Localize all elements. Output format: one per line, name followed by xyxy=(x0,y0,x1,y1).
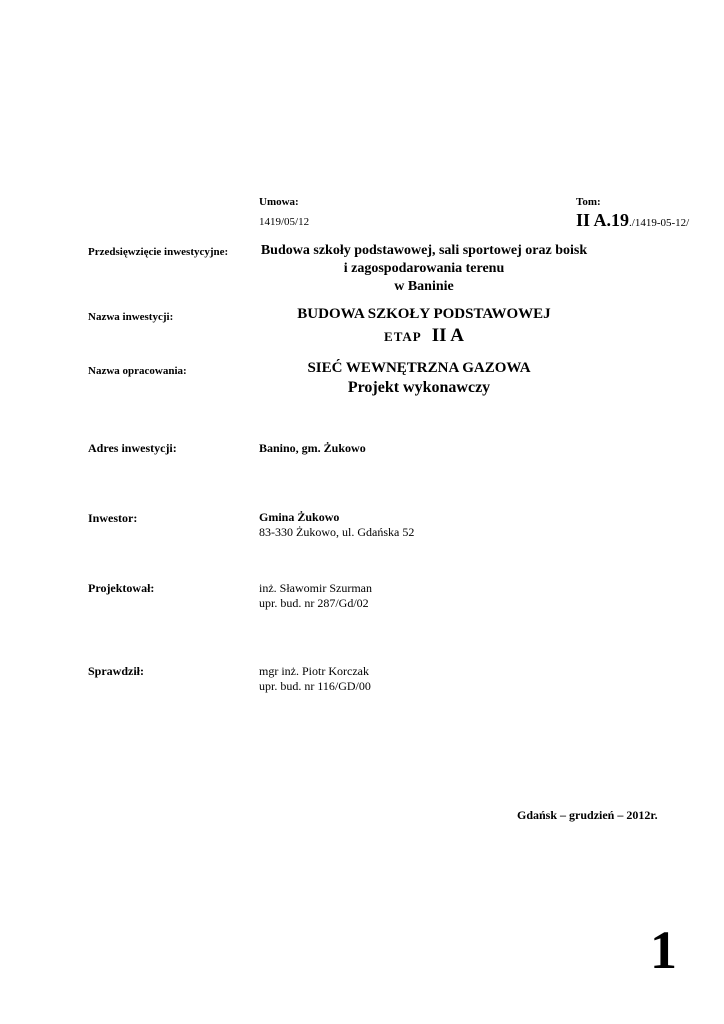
etap-word: ETAP xyxy=(384,329,422,344)
nazwa-opracowania-line1: SIEĆ WEWNĘTRZNA GAZOWA xyxy=(307,360,531,376)
sprawdzil-permit: upr. bud. nr 116/GD/00 xyxy=(259,679,371,693)
inwestor-name: Gmina Żukowo xyxy=(259,510,340,524)
przedsiewziecie-line2: i zagospodarowania terenu xyxy=(343,261,505,276)
przedsiewziecie-value xyxy=(250,242,598,296)
projektowal-label: Projektował: xyxy=(88,581,155,595)
inwestor-label: Inwestor: xyxy=(88,511,138,525)
adres-value: Banino, gm. Żukowo xyxy=(259,441,366,455)
tom-main: II A.19 xyxy=(576,210,630,230)
tom-value xyxy=(576,210,689,231)
sprawdzil-label: Sprawdził: xyxy=(88,664,145,678)
nazwa-opracowania-line2: Projekt wykonawczy xyxy=(347,379,491,396)
etap-line xyxy=(250,325,598,347)
etap-value: II A xyxy=(431,325,464,346)
tom-label: Tom: xyxy=(576,196,601,208)
nazwa-inwestycji-label: Nazwa inwestycji: xyxy=(88,311,174,323)
projektowal-name: inż. Sławomir Szurman xyxy=(259,581,372,595)
przedsiewziecie-label: Przedsięwzięcie inwestycyjne: xyxy=(88,246,229,258)
adres-label: Adres inwestycji: xyxy=(88,441,177,455)
page-number: 1 xyxy=(650,920,677,980)
projektowal-permit: upr. bud. nr 287/Gd/02 xyxy=(259,596,369,610)
przedsiewziecie-line1: Budowa szkoły podstawowej, sali sportowej oraz boisk xyxy=(260,243,588,258)
umowa-value: 1419/05/12 xyxy=(259,216,310,228)
tom-suffix: ./1419-05-12/ xyxy=(629,217,690,229)
przedsiewziecie-line3: w Baninie xyxy=(394,279,454,294)
place-date: Gdańsk – grudzień – 2012r. xyxy=(517,808,658,822)
nazwa-inwestycji-line1: BUDOWA SZKOŁY PODSTAWOWEJ xyxy=(297,306,551,322)
nazwa-opracowania-label: Nazwa opracowania: xyxy=(88,365,187,377)
inwestor-address: 83-330 Żukowo, ul. Gdańska 52 xyxy=(259,525,415,539)
sprawdzil-name: mgr inż. Piotr Korczak xyxy=(259,664,369,678)
umowa-label: Umowa: xyxy=(259,196,299,208)
